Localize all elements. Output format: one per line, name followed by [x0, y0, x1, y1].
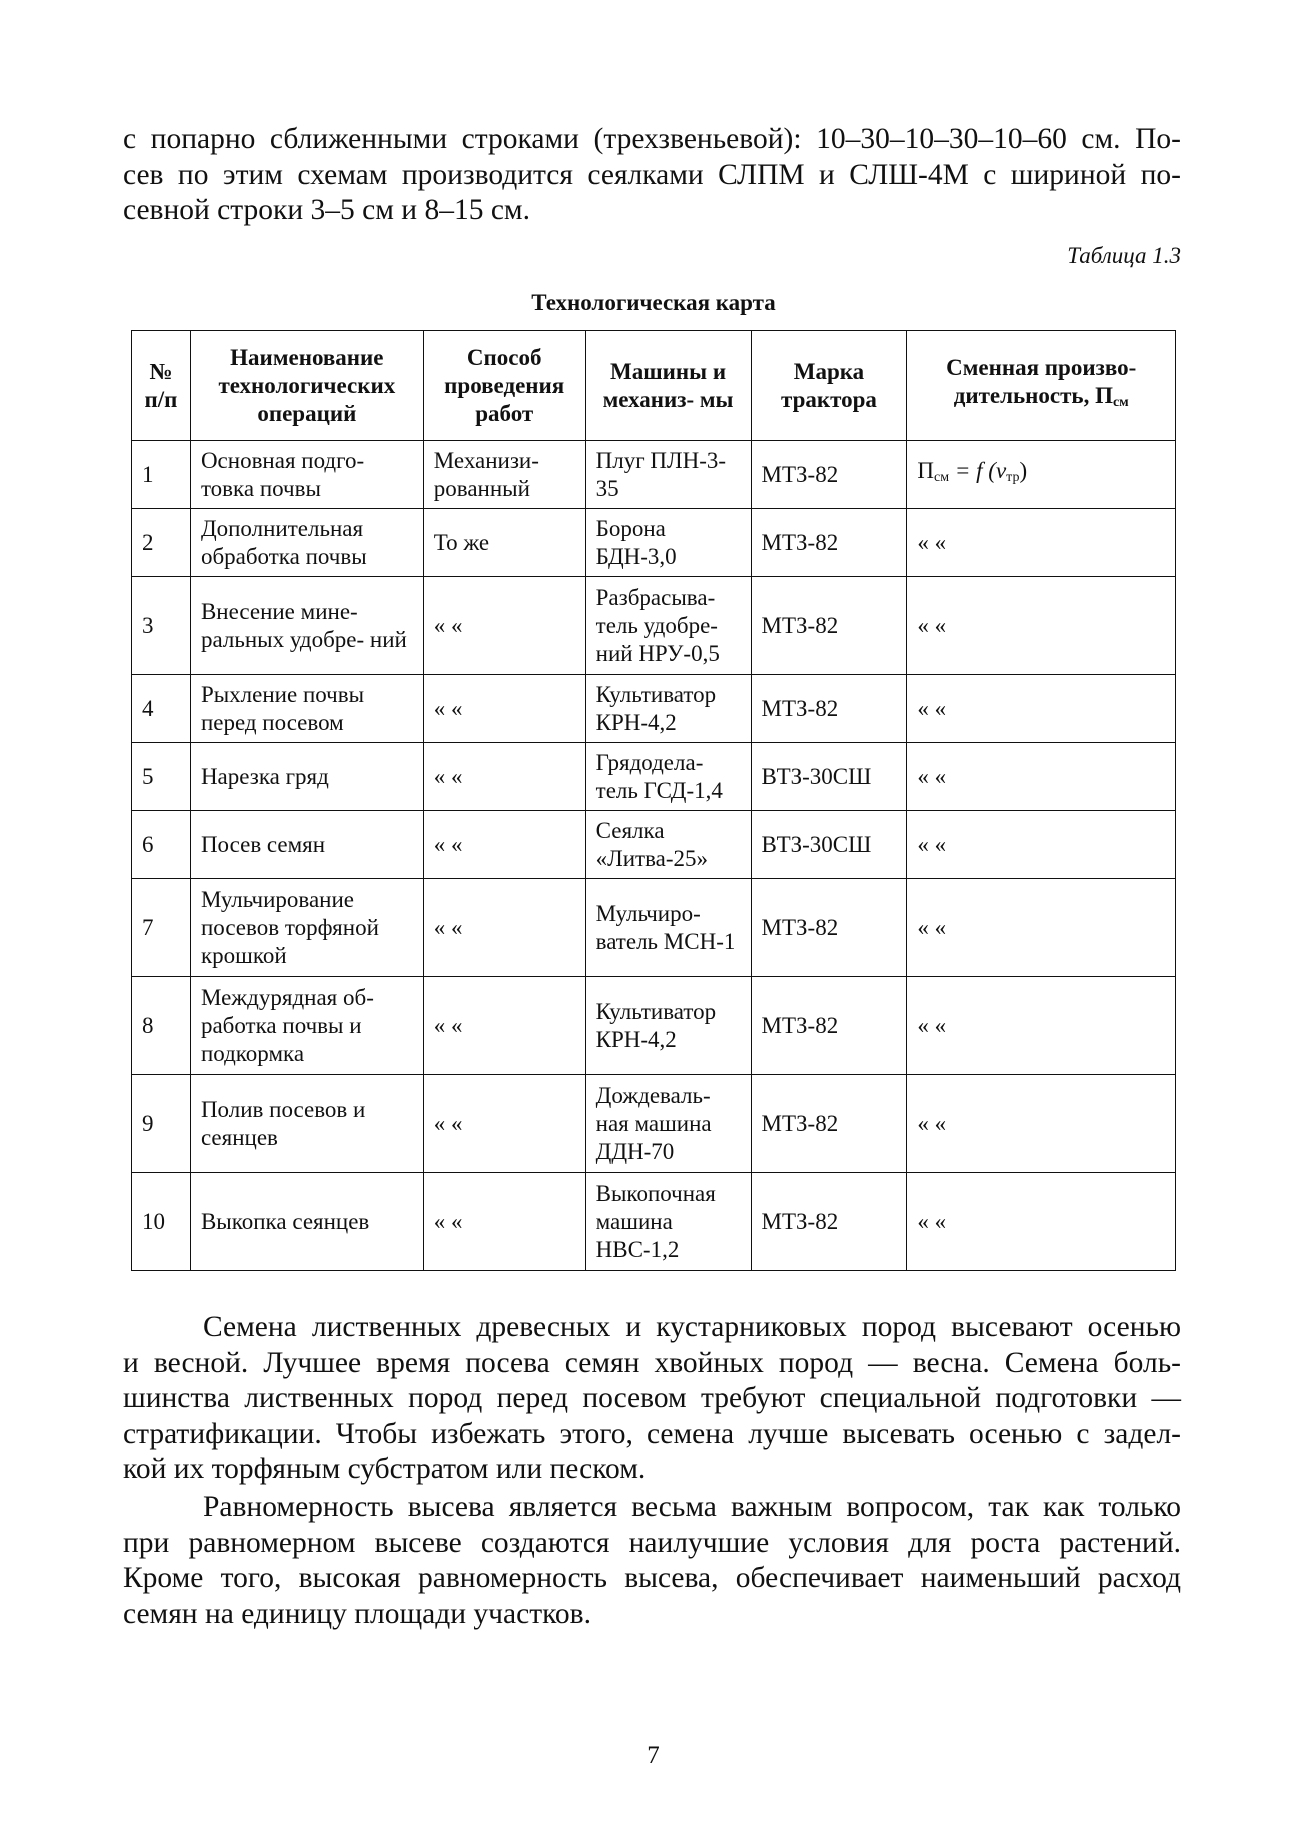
cell-num: 2: [132, 509, 191, 577]
cell-productivity: « «: [907, 879, 1176, 977]
cell-tractor: МТЗ-82: [751, 577, 907, 675]
cell-machines: Грядодела- тель ГСД-1,4: [585, 743, 751, 811]
cell-num: 8: [132, 977, 191, 1075]
cell-tractor: ВТЗ-30СШ: [751, 743, 907, 811]
text-line: семян на единицу площади участков.: [123, 1597, 591, 1630]
cell-operation: Рыхление почвы перед посевом: [190, 675, 423, 743]
formula-eq: = f (v: [949, 458, 1007, 483]
text-line: шинства лиственных пород перед посевом требуют специальной подготовки —: [123, 1382, 1181, 1414]
text-line: севной строки 3–5 см и 8–15 см.: [123, 194, 530, 226]
cell-tractor: МТЗ-82: [751, 509, 907, 577]
header-productivity-text: Сменная произво- дительность, П: [946, 355, 1137, 408]
cell-operation: Внесение мине- ральных удобре- ний: [190, 577, 423, 675]
cell-productivity: « «: [907, 743, 1176, 811]
cell-productivity: « «: [907, 577, 1176, 675]
cell-method: « «: [423, 675, 585, 743]
table-row: [132, 977, 1176, 1075]
cell-machines: Дождеваль- ная машина ДДН-70: [585, 1075, 751, 1173]
cell-method: « «: [423, 879, 585, 977]
cell-tractor: МТЗ-82: [751, 977, 907, 1075]
formula-p-sub: см: [934, 470, 950, 485]
cell-num: 1: [132, 441, 191, 509]
table-row: [132, 811, 1176, 879]
header-productivity: [907, 331, 1176, 441]
cell-productivity: « «: [907, 811, 1176, 879]
cell-num: 4: [132, 675, 191, 743]
table-row: [132, 743, 1176, 811]
text-line: Семена лиственных древесных и кустарниковых пород высевают осенью: [203, 1311, 1181, 1343]
cell-machines: Разбрасыва- тель удобре- ний НРУ-0,5: [585, 577, 751, 675]
cell-operation: Мульчирование посевов торфяной крошкой: [190, 879, 423, 977]
header-machines: Машины и механиз- мы: [585, 331, 751, 441]
table-title: Технологическая карта: [531, 290, 776, 315]
text-line: сев по этим схемам производится сеялками СЛПМ и СЛШ-4М с шириной по-: [123, 158, 1181, 191]
text-line: с попарно сближенными строками (трехзвеньевой): 10–30–10–30–10–60 см. По-: [123, 123, 1181, 155]
cell-method: « «: [423, 1075, 585, 1173]
cell-num: 6: [132, 811, 191, 879]
cell-num: 3: [132, 577, 191, 675]
cell-num: 7: [132, 879, 191, 977]
cell-tractor: ВТЗ-30СШ: [751, 811, 907, 879]
formula-p: П: [917, 458, 935, 483]
cell-machines: Плуг ПЛН-3-35: [585, 441, 751, 509]
body-paragraph-2: [123, 1490, 1181, 1632]
cell-productivity: « «: [907, 509, 1176, 577]
text-line: и весной. Лучшее время посева семян хвойных пород — весна. Семена боль-: [123, 1346, 1181, 1379]
cell-machines: Культиватор КРН-4,2: [585, 977, 751, 1075]
cell-method: « «: [423, 1173, 585, 1271]
table-caption: Таблица 1.3: [1067, 243, 1181, 268]
cell-num: 9: [132, 1075, 191, 1173]
cell-productivity: « «: [907, 1075, 1176, 1173]
cell-method: Механизи- рованный: [423, 441, 585, 509]
text-line: стратификации. Чтобы избежать этого, семена лучше высевать осенью с задел-: [123, 1417, 1181, 1450]
cell-operation: Выкопка сеянцев: [190, 1173, 423, 1271]
cell-machines: Сеялка «Литва-25»: [585, 811, 751, 879]
text-line: при равномерном высеве создаются наилучшие условия для роста растений.: [123, 1526, 1181, 1559]
table-row: [132, 509, 1176, 577]
cell-tractor: МТЗ-82: [751, 1075, 907, 1173]
intro-paragraph: [123, 122, 1181, 229]
page-number: 7: [647, 1742, 660, 1769]
table-row: [132, 879, 1176, 977]
cell-productivity: « «: [907, 977, 1176, 1075]
header-num: № п/п: [132, 331, 191, 441]
cell-productivity: « «: [907, 1173, 1176, 1271]
cell-num: 5: [132, 743, 191, 811]
cell-operation: Нарезка гряд: [190, 743, 423, 811]
header-operation: Наименование технологических операций: [190, 331, 423, 441]
cell-operation: Полив посевов и сеянцев: [190, 1075, 423, 1173]
table-row: [132, 441, 1176, 509]
table-row: [132, 1173, 1176, 1271]
cell-method: « «: [423, 811, 585, 879]
table-row: [132, 577, 1176, 675]
cell-method: « «: [423, 577, 585, 675]
technology-table: [131, 330, 1176, 1271]
header-productivity-sub: см: [1112, 395, 1129, 410]
cell-tractor: МТЗ-82: [751, 675, 907, 743]
cell-operation: Посев семян: [190, 811, 423, 879]
cell-machines: Культиватор КРН-4,2: [585, 675, 751, 743]
cell-method: « «: [423, 977, 585, 1075]
cell-tractor: МТЗ-82: [751, 879, 907, 977]
text-line: Равномерность высева является весьма важным вопросом, так как только: [203, 1491, 1181, 1523]
table-row: [132, 1075, 1176, 1173]
body-paragraph-1: [123, 1310, 1181, 1488]
cell-machines: Борона БДН-3,0: [585, 509, 751, 577]
cell-productivity: « «: [907, 675, 1176, 743]
cell-operation: Дополнительная обработка почвы: [190, 509, 423, 577]
text-line: кой их торфяным субстратом или песком.: [123, 1453, 646, 1485]
text-line: Кроме того, высокая равномерность высева, обеспечивает наименьший расход: [123, 1562, 1181, 1594]
cell-tractor: МТЗ-82: [751, 441, 907, 509]
cell-productivity-formula: [907, 441, 1176, 509]
formula-close: ): [1019, 458, 1028, 483]
cell-operation: Междурядная об- работка почвы и подкормка: [190, 977, 423, 1075]
table-row: [132, 675, 1176, 743]
header-method: Способ проведения работ: [423, 331, 585, 441]
cell-machines: Выкопочная машина НВС-1,2: [585, 1173, 751, 1271]
table-header-row: [132, 331, 1176, 441]
cell-method: « «: [423, 743, 585, 811]
cell-method: То же: [423, 509, 585, 577]
cell-tractor: МТЗ-82: [751, 1173, 907, 1271]
cell-machines: Мульчиро- ватель МСН-1: [585, 879, 751, 977]
cell-num: 10: [132, 1173, 191, 1271]
cell-operation: Основная подго- товка почвы: [190, 441, 423, 509]
formula-v-sub: тр: [1006, 470, 1020, 485]
header-tractor: Марка трактора: [751, 331, 907, 441]
